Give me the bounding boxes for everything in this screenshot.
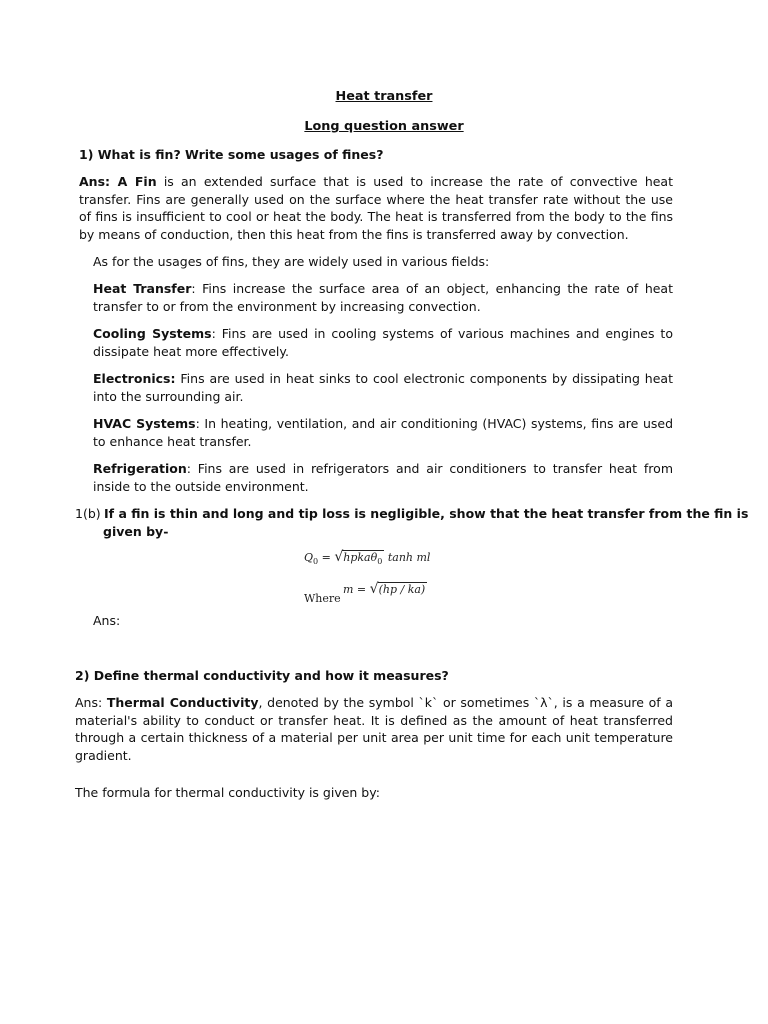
answer-1-text: is an extended surface that is used to increase the rate of convective heat transfer. Fins are generally used on the surface where the heat transfer rate without the use of fins is insufficient to cool or heat the body. The heat is transferred from the body to the fins by means of conduction, then this heat from the fins is transferred away by convection.: [79, 174, 673, 242]
m-radicand-box: [378, 582, 428, 596]
question-2: 2) Define thermal conductivity and how it measures?: [75, 668, 449, 683]
answer-1-prefix: Ans: A Fin: [79, 174, 157, 189]
formula-radicand-box: [342, 550, 384, 568]
answer-2-prefix: Ans:: [75, 695, 107, 710]
usage-text: : Fins increase the surface area of an object, enhancing the rate of heat transfer to or from the environment by increasing convection.: [93, 281, 673, 314]
formula-radicand-sub: 0: [377, 557, 383, 567]
page-subtitle: Long question answer: [304, 119, 464, 134]
usage-label: Electronics:: [93, 371, 176, 386]
usage-item-refrigeration: [93, 460, 673, 495]
usage-item-electronics: [93, 370, 673, 405]
question-1b-line1: If a fin is thin and long and tip loss is negligible, show that the heat transfer from the fin is: [104, 506, 749, 521]
usage-item-heat-transfer: [93, 280, 673, 315]
usage-label: Cooling Systems: [93, 326, 212, 341]
answer-2: [75, 694, 673, 764]
usage-label: HVAC Systems: [93, 416, 196, 431]
formula-intro: The formula for thermal conductivity is given by:: [75, 785, 380, 800]
usage-label: Heat Transfer: [93, 281, 192, 296]
answer-1: [79, 173, 673, 243]
page-title: Heat transfer: [335, 89, 433, 104]
answer-2-text: , denoted by the symbol `k` or sometimes `λ`, is a measure of a material's ability to conduct or transfer heat. It is defined as the amount of heat transferred through a certain thickness of a material per unit area per unit time for each unit temperature gradient.: [75, 695, 673, 763]
m-lhs: m: [343, 583, 354, 596]
question-1b-line2: given by-: [103, 524, 169, 539]
answer-2-term: Thermal Conductivity: [106, 695, 259, 710]
usage-text: : Fins are used in refrigerators and air conditioners to transfer heat from inside to the outside environment.: [93, 461, 673, 494]
question-1: 1) What is fin? Write some usages of fines?: [79, 147, 384, 162]
formula-lhs: Q: [304, 551, 314, 564]
m-radicand: (hp / ka): [378, 583, 426, 596]
answer-1b-label: Ans:: [93, 613, 121, 628]
usage-text: Fins are used in heat sinks to cool electronic components by dissipating heat into the surrounding air.: [93, 371, 673, 404]
usages-intro: As for the usages of fins, they are widely used in various fields:: [93, 254, 490, 269]
where-label: Where: [304, 592, 341, 605]
formula-lhs-sub: 0: [313, 557, 319, 567]
usage-text: : In heating, ventilation, and air conditioning (HVAC) systems, fins are used to enhance heat transfer.: [93, 416, 674, 449]
formula-equals: =: [318, 551, 335, 564]
formula-radicand: hpkaθ: [343, 551, 378, 564]
m-definition: [343, 581, 427, 599]
usage-label: Refrigeration: [93, 461, 187, 476]
m-equals: =: [353, 583, 370, 596]
fin-heat-formula: [304, 549, 430, 571]
formula-rest: tanh ml: [384, 551, 431, 564]
usage-item-cooling-systems: [93, 325, 673, 360]
sqrt-symbol-icon: √: [369, 581, 379, 597]
question-1b-number: 1(b): [75, 506, 101, 521]
usage-text: : Fins are used in cooling systems of various machines and engines to dissipate heat more effectively.: [93, 326, 673, 359]
usage-item-hvac-systems: [93, 415, 673, 450]
sqrt-symbol-icon: √: [334, 549, 344, 565]
